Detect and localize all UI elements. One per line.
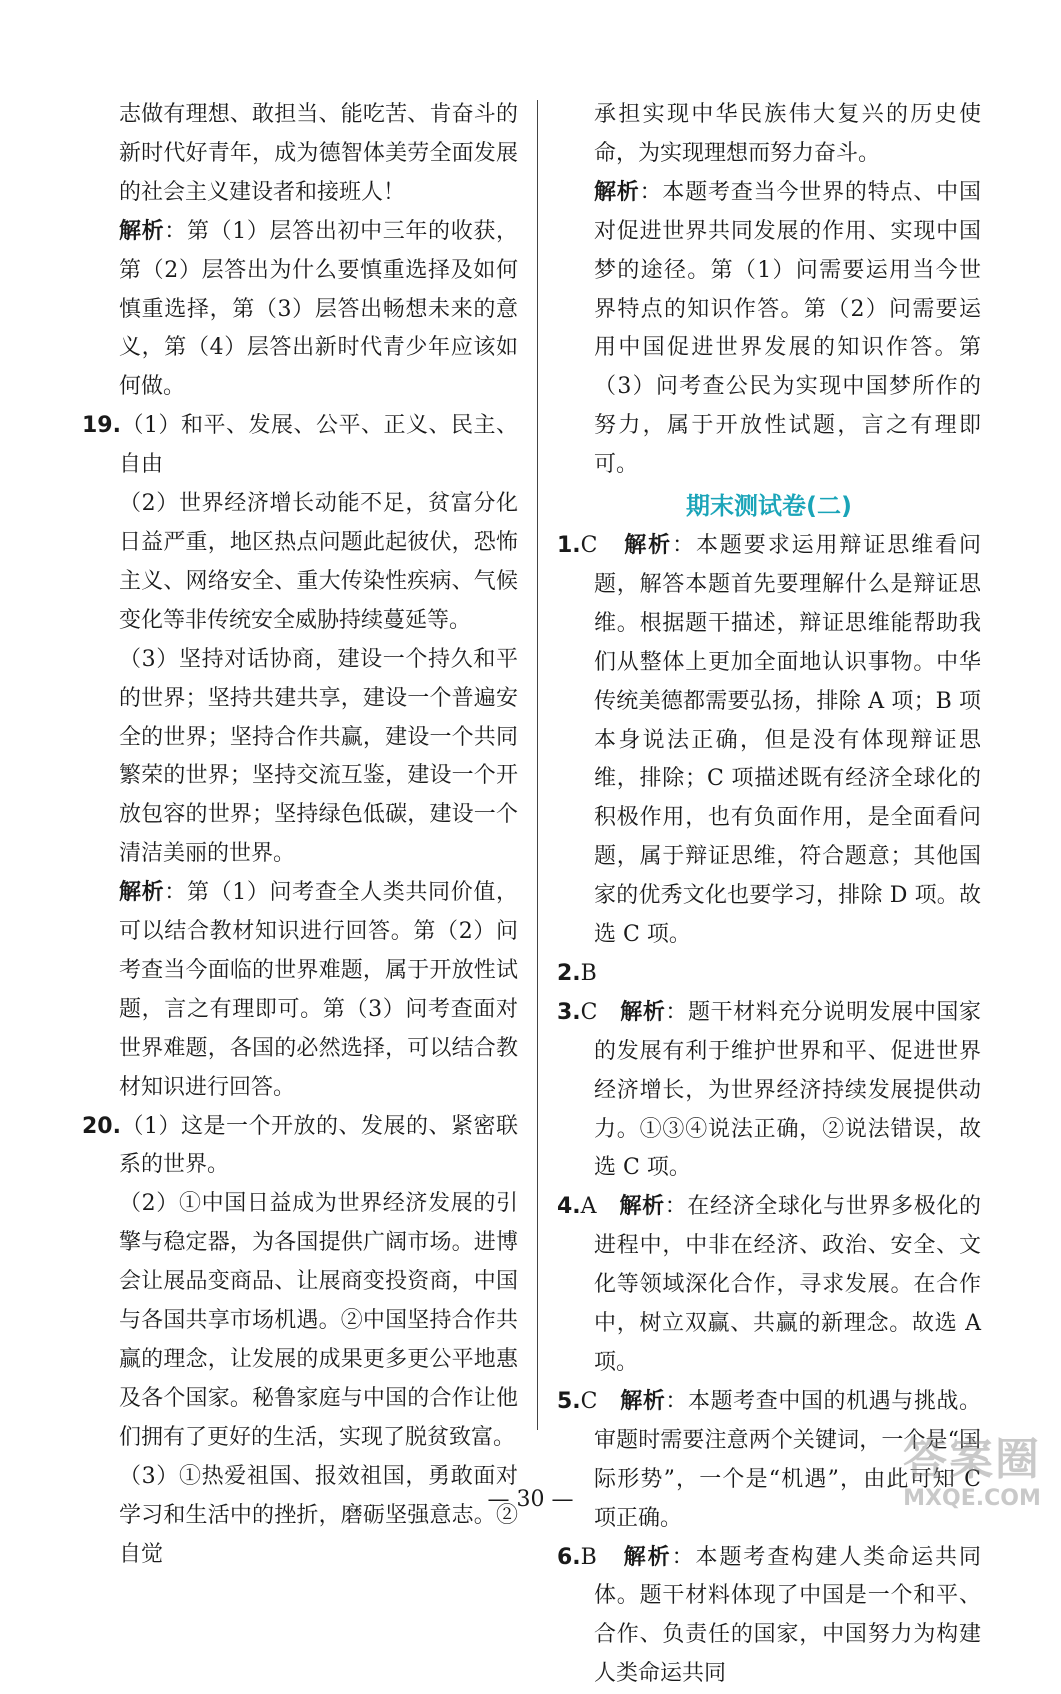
analysis-label: 解析 [620,1388,666,1414]
answer-item: 3.C 解析：题干材料充分说明发展中国家的发展有利于维护世界和平、促进世界经济增长，为世界经济持续发展提供动力。①③④说法正确，②说法错误，故选 C 项。 [557,999,981,1181]
analysis-label: 解析 [594,179,640,205]
question-19-answer-3: （3）坚持对话协商，建设一个持久和平的世界；坚持共建共享，建设一个普遍安全的世界；坚持合作共赢，建设一个共同繁荣的世界；坚持交流互鉴，建设一个开放包容的世界；坚持绿色低碳，建设一个清洁美丽的世界。 [119,646,518,867]
question-19-answer-2: （2）世界经济增长动能不足，贫富分化日益严重，地区热点问题此起彼伏，恐怖主义、网络安全、重大传染性疾病、气候变化等非传统安全威胁持续蔓延等。 [119,491,518,633]
section-title: 期末测试卷(二) [686,492,852,521]
left-column [82,96,518,1574]
question-19-answer-1: 19.（1）和平、发展、公平、正义、民主、自由 [82,413,518,478]
question-20-answer-3: （3）①热爱祖国、报效祖国，勇敢面对学习和生活中的挫折，磨砺坚强意志。②自觉 [119,1463,518,1567]
question-19-analysis: 解析：第（1）问考查全人类共同价值，可以结合教材知识进行回答。第（2）问考查当今面临的世界难题，属于开放性试题，言之有理即可。第（3）问考查面对世界难题，各国的必然选择，可以结合教材知识进行回答。 [119,880,518,1100]
answer-item: 5.C 解析：本题考查中国的机遇与挑战。审题时需要注意两个关键词，一个是“国际形势”，一个是“机遇”，由此可知 C 项正确。 [557,1388,981,1531]
analysis-label: 解析 [119,218,165,244]
analysis-label: 解析 [623,1544,672,1570]
question-number: 19. [82,413,121,439]
answer-item: 6.B 解析：本题考查构建人类命运共同体。题干材料体现了中国是一个和平、合作、负责任的国家，中国努力为构建人类命运共同 [557,1544,981,1687]
answer-item: 1.C 解析：本题要求运用辩证思维看问题，解答本题首先要理解什么是辩证思维。根据题干描述，辩证思维能帮助我们从整体上更加全面地认识事物。中华传统美德都需要弘扬，排除 A 项；B 项本身说法正确，但是没有体现辩证思维，排除；C 项描述既有经济全球化的积极作用，也有负面作用，是全面看问题，属于辩证思维，符合题意；其他国家的优秀文化也要学习，排除 D 项。故选 C 项。 [557,532,981,948]
analysis-label: 解析 [624,532,673,558]
analysis-text: ：第（1）层答出初中三年的收获，第（2）层答出为什么要慎重选择及如何慎重选择，第（3）层答出畅想未来的意义，第（4）层答出新时代青少年应该如何做。 [119,218,518,400]
question-number: 20. [82,1113,121,1139]
paragraph-ending: 志做有理想、敢担当、能吃苦、肯奋斗的新时代好青年，成为德智体美劳全面发展的社会主义建设者和接班人！ [119,102,518,205]
paragraph-continued: 承担实现中华民族伟大复兴的历史使命，为实现理想而努力奋斗。 [594,102,981,166]
question-20-answer-2: （2）①中国日益成为世界经济发展的引擎与稳定器，为各国提供广阔市场。进博会让展品变商品、让展商变投资商，中国与各国共享市场机遇。②中国坚持合作共赢的理念，让发展的成果更多更公平地惠及各个国家。秘鲁家庭与中国的合作让他们拥有了更好的生活，实现了脱贫致富。 [119,1191,518,1450]
answer-item: 2.B [557,960,597,986]
analysis-label: 解析 [620,999,666,1025]
watermark-text: 答案圈 [903,1434,1041,1485]
analysis-label: 解析 [619,1194,665,1220]
analysis-label: 解析 [119,880,165,906]
analysis-paragraph: 解析：本题考查当今世界的特点、中国对促进世界共同发展的作用、实现中国梦的途径。第（1）问需要运用当今世界特点的知识作答。第（2）问需要运用中国促进世界发展的知识作答。第（3）问考查公民为实现中国梦所作的努力，属于开放性试题，言之有理即可。 [594,179,981,478]
analysis-paragraph [82,213,518,408]
question-20-answer-1: 20.（1）这是一个开放的、发展的、紧密联系的世界。 [82,1113,518,1178]
answer-item: 4.A 解析：在经济全球化与世界多极化的进程中，中非在经济、政治、安全、文化等领域深化合作，寻求发展。在合作中，树立双赢、共赢的新理念。故选 A 项。 [557,1194,981,1375]
watermark-logo [897,1434,1047,1524]
page-number: — 30 — [487,1487,574,1512]
column-divider [537,100,538,1430]
watermark-url: MXQE.COM [903,1486,1041,1511]
